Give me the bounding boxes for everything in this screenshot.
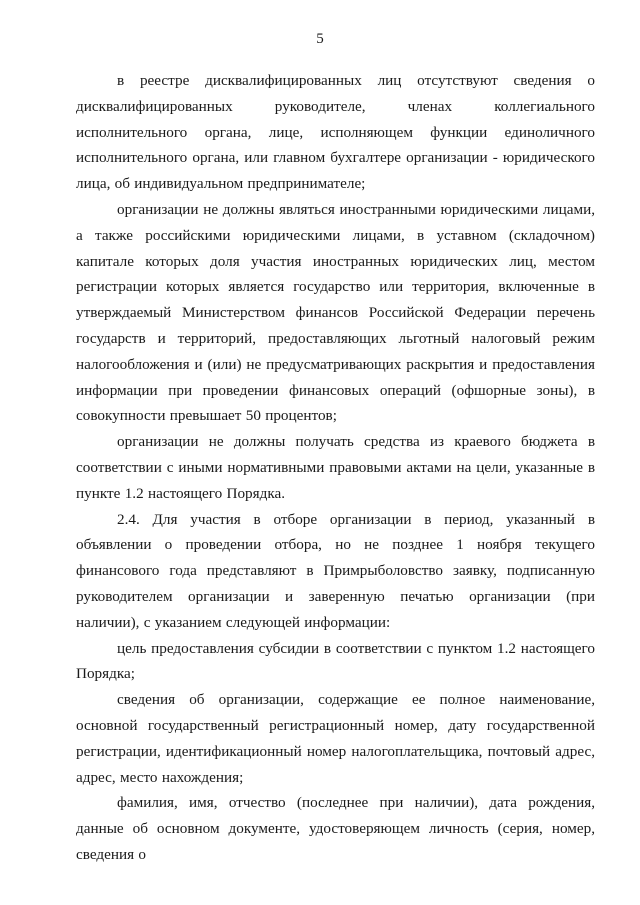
paragraph-subsidy-purpose: цель предоставления субсидии в соответствии с пунктом 1.2 настоящего Порядка; [76,639,595,683]
document-body [76,68,595,868]
paragraph-personal-data: фамилия, имя, отчество (последнее при наличии), дата рождения, данные об основном документе, удостоверяющем личность (серия, номер, сведения о [76,794,595,863]
paragraph-organization-info: сведения об организации, содержащие ее полное наименование, основной государственный регистрационный номер, дату государственной регистрации, идентификационный номер налогоплательщика, почтовый адрес, адрес, место нахождения; [76,691,595,786]
page-number: 5 [316,31,324,47]
paragraph-foreign-entities: организации не должны являться иностранными юридическими лицами, а также российскими юридическими лицами, в уставном (складочном) капитале которых доля участия иностранных юридических лиц, местом регистрации которых является государство или территория, включенные в утверждаемый Министерством финансов Российской Федерации перечень государств и территорий, предоставляющих льготный налоговый режим налогообложения и (или) не предусматривающих раскрытия и предоставления информации при проведении финансовых операций (офшорные зоны), в совокупности превышает 50 процентов; [76,200,595,425]
paragraph-2-4-application: 2.4. Для участия в отборе организации в период, указанный в объявлении о проведении отбора, но не позднее 1 ноября текущего финансового года представляют в Примрыболовство заявку, подписанную руководителем организации и заверенную печатью организации (при наличии), с указанием следующей информации: [76,510,595,631]
paragraph-disqualified-persons: в реестре дисквалифицированных лиц отсутствуют сведения о дисквалифицированных руководителе, членах коллегиального исполнительного органа, лице, исполняющем функции единоличного исполнительного органа, или главном бухгалтере организации - юридического лица, об индивидуальном предпринимателе; [76,72,595,193]
paragraph-regional-budget: организации не должны получать средства из краевого бюджета в соответствии с иными нормативными правовыми актами на цели, указанные в пункте 1.2 настоящего Порядка. [76,433,595,502]
